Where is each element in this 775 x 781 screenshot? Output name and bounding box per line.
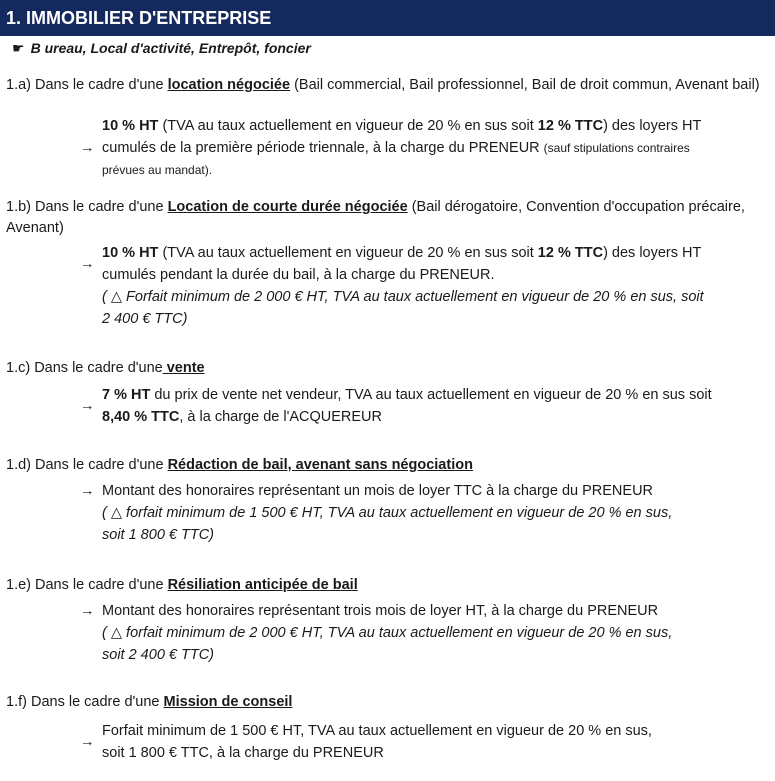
arrow-icon: → bbox=[80, 140, 95, 156]
arrow-icon: → bbox=[80, 256, 95, 272]
section-1f bbox=[6, 692, 771, 761]
section-body: → 10 % HT (TVA au taux actuellement en vigueur de 20 % en sus soit 12 % TTC) des loyers HT cumulés de la première période triennale, à la charge du PRENEUR (sauf stipulations contraires prévues au mandat). bbox=[80, 118, 702, 177]
section-body: → Montant des honoraires représentant un mois de loyer TTC à la charge du PRENEUR ( △ forfait minimum de 1 500 € HT, TVA au taux actuellement en vigueur de 20 % en sus, soit 1 800 € TTC) bbox=[102, 480, 762, 546]
section-1a bbox=[6, 75, 771, 177]
section-title: 1.f) Dans le cadre d'une Mission de conseil bbox=[6, 694, 293, 710]
section-header: 1. IMMOBILIER D'ENTREPRISE bbox=[0, 0, 775, 36]
section-1b bbox=[6, 197, 771, 327]
section-1e bbox=[6, 575, 771, 663]
section-1c bbox=[6, 358, 771, 425]
section-title: 1.d) Dans le cadre d'une Rédaction de bail, avenant sans négociation bbox=[6, 457, 473, 473]
arrow-icon: → bbox=[80, 734, 95, 750]
section-body: → 10 % HT (TVA au taux actuellement en vigueur de 20 % en sus soit 12 % TTC) des loyers HT cumulés pendant la durée du bail, à la charge du PRENEUR. ( △ Forfait minimum de 2 000 € HT, TVA au taux actuellement en vigueur de 20 % en sus, soit 2 400 € TTC) bbox=[80, 245, 704, 327]
arrow-icon: → bbox=[80, 603, 95, 619]
section-title: 1.c) Dans le cadre d'une vente bbox=[6, 360, 205, 376]
section-title: 1.e) Dans le cadre d'une Résiliation anticipée de bail bbox=[6, 577, 358, 593]
subtitle: ☛ B ureau, Local d'activité, Entrepôt, foncier bbox=[12, 40, 311, 56]
arrow-icon: → bbox=[80, 398, 95, 414]
section-title: 1.a) Dans le cadre d'une location négociée (Bail commercial, Bail professionnel, Bail de droit commun, Avenant bail) bbox=[6, 77, 760, 93]
arrow-icon: → bbox=[80, 483, 95, 499]
pointing-hand-icon: ☛ bbox=[12, 40, 25, 56]
section-body: → Forfait minimum de 1 500 € HT, TVA au taux actuellement en vigueur de 20 % en sus, soit 1 800 € TTC, à la charge du PRENEUR bbox=[80, 723, 652, 761]
section-1d bbox=[6, 455, 771, 543]
section-body: → 7 % HT du prix de vente net vendeur, TVA au taux actuellement en vigueur de 20 % en sus soit 8,40 % TTC, à la charge de l'ACQUEREUR bbox=[80, 387, 712, 425]
section-title: 1.b) Dans le cadre d'une Location de courte durée négociée (Bail dérogatoire, Convention d'occupation précaire, Avenant) bbox=[6, 199, 745, 236]
section-body: → Montant des honoraires représentant trois mois de loyer HT, à la charge du PRENEUR ( △ forfait minimum de 2 000 € HT, TVA au taux actuellement en vigueur de 20 % en sus, soit 2 400 € TTC) bbox=[102, 600, 762, 666]
